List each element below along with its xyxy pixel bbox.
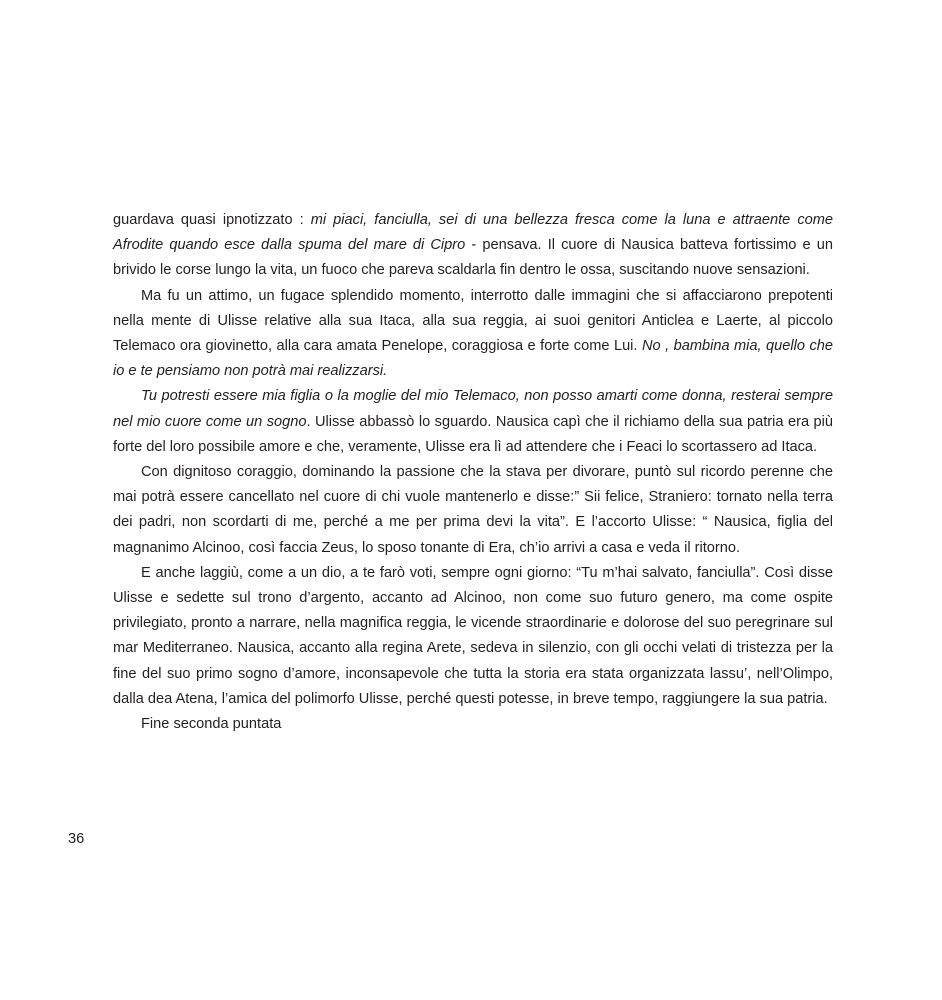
italic-run: mi piaci, fanciulla, sei di una bellezza fresca come la luna e attraente come Afrodite quando esce dalla spuma del mare di Cipro [113,212,833,254]
page-number: 36 [68,831,85,847]
italic-run: Tu potresti essere mia figlia o la moglie del mio Telemaco, non posso amarti come donna, resterai sempre nel mio cuore come un sogno [113,388,833,430]
body-text-column [113,208,833,737]
paragraph-6 [113,712,833,737]
paragraph-3 [113,384,833,460]
text-run: E anche laggiù, come a un dio, a te farò voti, sempre ogni giorno: “Tu m’hai salvato, fanciulla”. Così disse Ulisse e sedette sul trono d’argento, accanto ad Alcinoo, non come suo futuro genero, ma come ospite privilegiato, pronto a narrare, nella magnifica reggia, le vicende straordinarie e dolorose del suo peregrinare sul mar Mediterraneo. Nausica, accanto alla regina Arete, sedeva in silenzio, con gli occhi velati di tristezza per la fine del suo primo sogno d’amore, inconsapevole che tutta la storia era stata organizzata lassu’, nell’Olimpo, dalla dea Atena, l’amica del polimorfo Ulisse, perché questi potesse, in breve tempo, raggiungere la sua patria. [113,564,833,707]
text-run: - pensava. Il cuore di Nausica batteva fortissimo e un brivido le corse lungo la vita, un fuoco che pareva scaldarla fin dentro le ossa, suscitando nuove sensazioni. [113,237,833,279]
paragraph-2 [113,284,833,385]
text-run: guardava quasi ipnotizzato : [113,212,311,228]
paragraph-4 [113,460,833,561]
italic-run: No , bambina mia, quello che io e te pensiamo non potrà mai realizzarsi. [113,338,834,380]
paragraph-1 [113,208,833,284]
text-run: . Ulisse abbassò lo sguardo. Nausica capì che il richiamo della sua patria era più forte del loro possibile amore e che, veramente, Ulisse era lì ad attendere che i Feaci lo scortassero ad Itaca. [113,413,833,455]
text-run: Con dignitoso coraggio, dominando la passione che la stava per divorare, puntò sul ricordo perenne che mai potrà essere cancellato nel cuore di chi vuole mantenerlo e disse:” Sii felice, Straniero: tornato nella terra dei padri, non scordarti di me, perché a me per prima devi la vita”. E l’accorto Ulisse: “ Nausica, figlia del magnanimo Alcinoo, così faccia Zeus, lo sposo tonante di Era, ch’io arrivi a casa e veda il ritorno. [113,464,833,556]
text-run: Fine seconda puntata [141,716,282,733]
text-run: Ma fu un attimo, un fugace splendido momento, interrotto dalle immagini che si affacciarono prepotenti nella mente di Ulisse relative alla sua Itaca, alla sua reggia, ai suoi genitori Anticlea e Laerte, al piccolo Telemaco ora giovinetto, alla cara amata Penelope, coraggiosa e forte come Lui. [113,287,833,355]
paragraph-5 [113,561,833,712]
